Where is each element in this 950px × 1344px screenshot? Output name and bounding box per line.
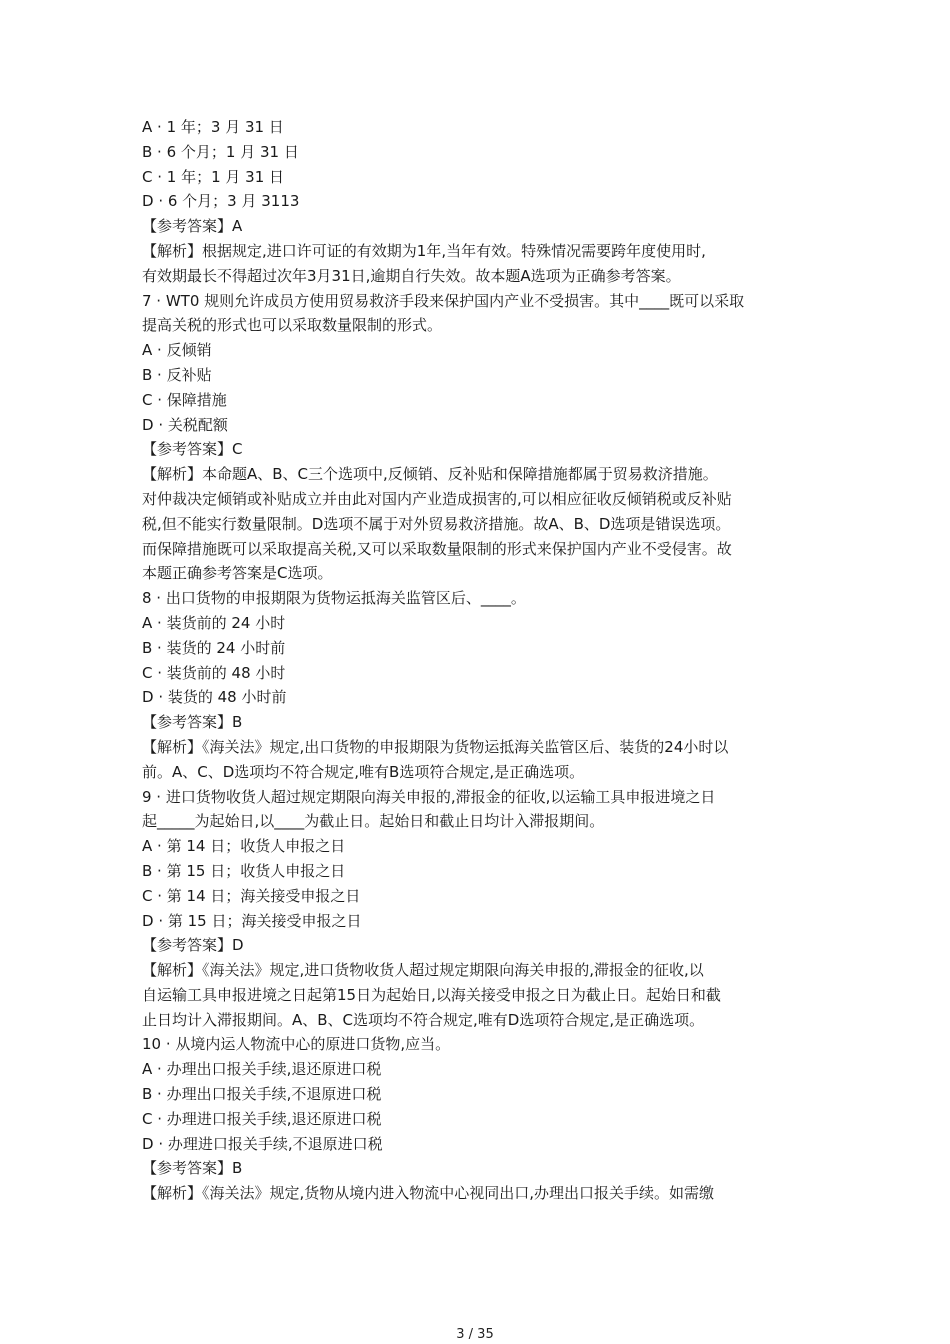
reference-answer: 【参考答案】B bbox=[142, 713, 243, 732]
analysis-line: 止日均计入滞报期间。A、B、C选项均不符合规定,唯有D选项符合规定,是正确选项。 bbox=[142, 1010, 705, 1029]
option-b: B · 装货的 24 小时前 bbox=[142, 638, 286, 657]
option-d: D · 装货的 48 小时前 bbox=[142, 688, 287, 707]
analysis-line: 有效期最长不得超过次年3月31日,逾期自行失效。故本题A选项为正确参考答案。 bbox=[142, 266, 681, 285]
option-b: B · 第 15 日；收货人申报之日 bbox=[142, 861, 346, 880]
question-text: 起_____为起始日,以____为截止日。起始日和截止日均计入滞报期间。 bbox=[142, 812, 605, 831]
option-c: C · 1 年；1 月 31 日 bbox=[142, 167, 285, 186]
question-6-tail bbox=[142, 115, 822, 289]
analysis-line: 税,但不能实行数量限制。D选项不属于对外贸易救济措施。故A、B、D选项是错误选项。 bbox=[142, 514, 731, 533]
option-d: D · 6 个月；3 月 3113 bbox=[142, 192, 300, 211]
analysis-line: 【解析】根据规定,进口许可证的有效期为1年,当年有效。特殊情况需要跨年度使用时, bbox=[142, 241, 706, 260]
question-text: 8 · 出口货物的申报期限为货物运抵海关监管区后、____。 bbox=[142, 589, 526, 608]
reference-answer: 【参考答案】C bbox=[142, 440, 243, 459]
question-text: 9 · 进口货物收货人超过规定期限向海关申报的,滞报金的征收,以运输工具申报进境之日 bbox=[142, 787, 716, 806]
question-10 bbox=[142, 1032, 822, 1206]
option-c: C · 办理进口报关手续,退还原进口税 bbox=[142, 1109, 382, 1128]
option-d: D · 办理进口报关手续,不退原进口税 bbox=[142, 1134, 383, 1153]
option-c: C · 保障措施 bbox=[142, 390, 227, 409]
option-a: A · 反倾销 bbox=[142, 341, 212, 360]
analysis-line: 前。A、C、D选项均不符合规定,唯有B选项符合规定,是正确选项。 bbox=[142, 762, 585, 781]
analysis-line: 而保障措施既可以采取提高关税,又可以采取数量限制的形式来保护国内产业不受侵害。故 bbox=[142, 539, 732, 558]
question-text: 提高关税的形式也可以采取数量限制的形式。 bbox=[142, 316, 443, 335]
question-8 bbox=[142, 586, 822, 784]
analysis-line: 【解析】《海关法》规定,货物从境内进入物流中心视同出口,办理出口报关手续。如需缴 bbox=[142, 1184, 715, 1203]
option-b: B · 反补贴 bbox=[142, 365, 212, 384]
option-a: A · 办理出口报关手续,退还原进口税 bbox=[142, 1060, 382, 1079]
option-b: B · 6 个月；1 月 31 日 bbox=[142, 142, 299, 161]
reference-answer: 【参考答案】A bbox=[142, 217, 243, 236]
question-text: 7 · WT0 规则允许成员方使用贸易救济手段来保护国内产业不受损害。其中____既可以采取 bbox=[142, 291, 745, 310]
option-a: A · 第 14 日；收货人申报之日 bbox=[142, 837, 346, 856]
option-c: C · 装货前的 48 小时 bbox=[142, 663, 286, 682]
reference-answer: 【参考答案】B bbox=[142, 1159, 243, 1178]
document-body bbox=[142, 115, 822, 1206]
option-d: D · 第 15 日；海关接受申报之日 bbox=[142, 911, 362, 930]
analysis-line: 【解析】《海关法》规定,进口货物收货人超过规定期限向海关申报的,滞报金的征收,以 bbox=[142, 961, 704, 980]
reference-answer: 【参考答案】D bbox=[142, 936, 244, 955]
option-a: A · 1 年；3 月 31 日 bbox=[142, 118, 284, 136]
option-d: D · 关税配额 bbox=[142, 415, 228, 434]
question-text: 10 · 从境内运人物流中心的原进口货物,应当。 bbox=[142, 1035, 451, 1054]
analysis-line: 【解析】本命题A、B、C三个选项中,反倾销、反补贴和保障措施都属于贸易救济措施。 bbox=[142, 465, 718, 484]
analysis-line: 自运输工具申报进境之日起第15日为起始日,以海关接受申报之日为截止日。起始日和截 bbox=[142, 985, 721, 1004]
option-b: B · 办理出口报关手续,不退原进口税 bbox=[142, 1085, 382, 1104]
page-number: 3 / 35 bbox=[456, 1327, 494, 1342]
question-9 bbox=[142, 785, 822, 1033]
analysis-line: 本题正确参考答案是C选项。 bbox=[142, 564, 333, 583]
analysis-line: 【解析】《海关法》规定,出口货物的申报期限为货物运抵海关监管区后、装货的24小时以 bbox=[142, 737, 729, 756]
option-c: C · 第 14 日；海关接受申报之日 bbox=[142, 886, 361, 905]
analysis-line: 对仲裁决定倾销或补贴成立并由此对国内产业造成损害的,可以相应征收反倾销税或反补贴 bbox=[142, 489, 732, 508]
question-7 bbox=[142, 289, 822, 587]
option-a: A · 装货前的 24 小时 bbox=[142, 613, 286, 632]
